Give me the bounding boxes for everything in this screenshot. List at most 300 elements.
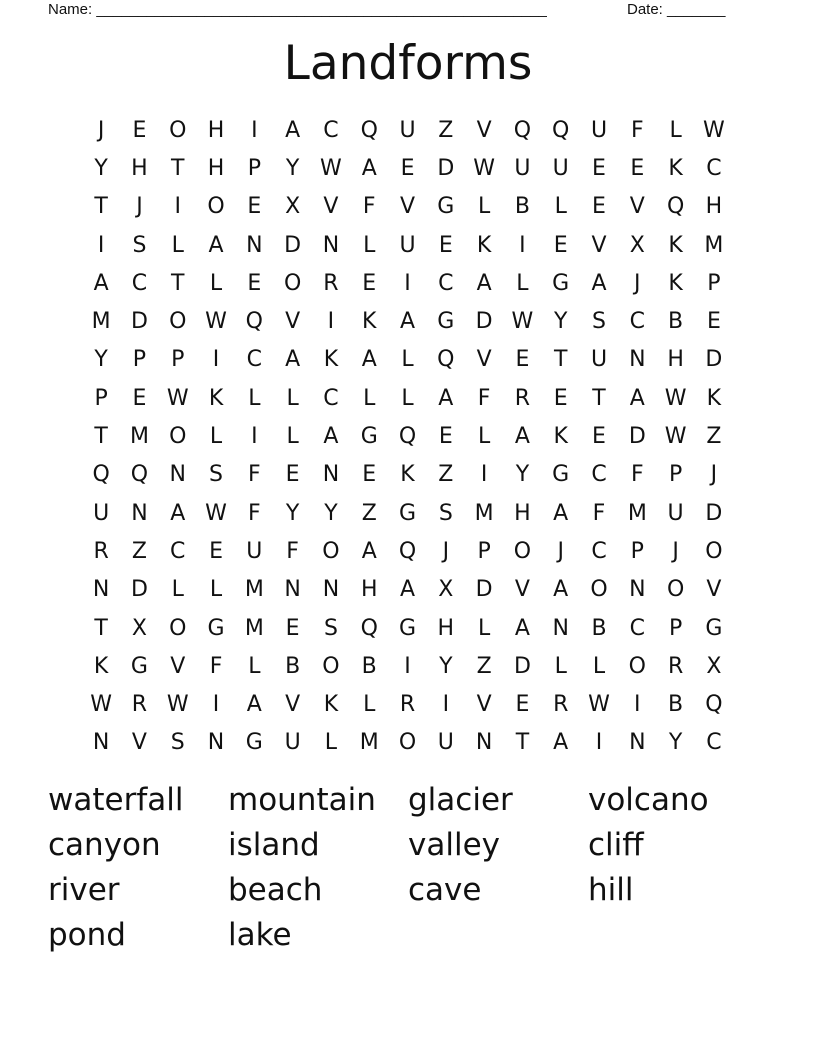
grid-letter: E xyxy=(247,270,262,296)
grid-letter: Y xyxy=(324,500,338,526)
grid-letter: G xyxy=(552,270,570,296)
grid-letter: C xyxy=(706,730,722,756)
grid-letter: A xyxy=(170,500,186,526)
grid-letter: X xyxy=(706,653,722,679)
grid-letter: W xyxy=(473,155,495,181)
grid-letter: U xyxy=(590,347,608,373)
grid-letter: N xyxy=(92,577,110,603)
grid-letter: M xyxy=(244,615,264,641)
grid-letter: X xyxy=(285,194,301,220)
grid-letter: Q xyxy=(245,309,263,335)
grid-letter: O xyxy=(590,577,608,603)
grid-letter: E xyxy=(515,692,530,718)
grid-letter: S xyxy=(323,615,338,641)
grid-letter: R xyxy=(93,538,109,564)
grid-letter: Y xyxy=(285,500,300,526)
grid-letter: N xyxy=(322,232,340,258)
grid-letter: A xyxy=(208,232,224,258)
grid-letter: G xyxy=(552,462,570,488)
grid-letter: J xyxy=(634,270,641,296)
grid-letter: G xyxy=(437,194,455,220)
grid-letter: O xyxy=(169,615,187,641)
grid-letter: V xyxy=(706,577,722,603)
grid-letter: L xyxy=(248,385,261,411)
grid-letter: P xyxy=(707,270,721,296)
grid-letter: H xyxy=(437,615,455,641)
grid-letter: Q xyxy=(398,538,417,564)
grid-letter: E xyxy=(132,117,147,143)
grid-letter: W xyxy=(664,385,687,411)
date-field: Date: _______ xyxy=(627,1,726,18)
grid-letter: A xyxy=(361,538,377,564)
word-bank-item: canyon xyxy=(48,827,161,863)
grid-letter: A xyxy=(246,692,262,718)
grid-letter: I xyxy=(595,730,603,756)
grid-letter: B xyxy=(668,309,684,335)
grid-letter: F xyxy=(362,194,376,220)
grid-letter: F xyxy=(286,538,299,564)
grid-letter: Q xyxy=(398,424,417,450)
grid-letter: U xyxy=(552,155,569,181)
grid-letter: D xyxy=(475,577,493,603)
word-bank-item: glacier xyxy=(408,782,513,818)
grid-letter: A xyxy=(553,730,569,756)
grid-letter: D xyxy=(437,155,455,181)
grid-letter: E xyxy=(362,462,377,488)
grid-letter: L xyxy=(209,424,223,450)
grid-letter: S xyxy=(438,500,453,526)
grid-letter: M xyxy=(704,232,724,258)
grid-letter: G xyxy=(398,500,417,526)
grid-letter: Z xyxy=(476,653,492,679)
grid-letter: R xyxy=(667,653,684,679)
grid-letter: M xyxy=(129,424,149,450)
grid-letter: K xyxy=(208,385,224,411)
grid-letter: P xyxy=(132,347,147,373)
grid-letter: O xyxy=(169,309,187,335)
grid-letter: G xyxy=(130,653,148,679)
grid-letter: F xyxy=(209,653,223,679)
grid-letter: E xyxy=(706,309,721,335)
grid-letter: U xyxy=(514,155,531,181)
grid-letter: U xyxy=(93,500,110,526)
grid-letter: R xyxy=(553,692,569,718)
grid-letter: M xyxy=(359,730,379,756)
grid-letter: A xyxy=(323,424,339,450)
grid-letter: N xyxy=(475,730,493,756)
grid-letter: N xyxy=(629,347,646,373)
grid-letter: I xyxy=(251,424,258,450)
word-bank xyxy=(48,778,768,958)
grid-letter: T xyxy=(553,347,568,373)
grid-letter: B xyxy=(668,692,684,718)
grid-letter: L xyxy=(554,194,567,220)
grid-letter: A xyxy=(629,385,645,411)
grid-letter: C xyxy=(591,462,607,488)
grid-letter: E xyxy=(630,155,645,181)
grid-letter: L xyxy=(286,424,299,450)
grid-letter: I xyxy=(212,692,220,718)
grid-letter: L xyxy=(477,194,491,220)
grid-letter: H xyxy=(667,347,684,373)
grid-letter: I xyxy=(519,232,526,258)
grid-letter: H xyxy=(207,155,225,181)
grid-letter: C xyxy=(170,538,186,564)
grid-letter: L xyxy=(171,577,184,603)
grid-letter: D xyxy=(513,653,531,679)
grid-letter: V xyxy=(285,309,301,335)
grid-letter: D xyxy=(628,424,646,450)
word-bank-item: lake xyxy=(228,917,292,953)
grid-letter: N xyxy=(629,577,646,603)
grid-letter: K xyxy=(668,155,683,181)
word-bank-item: river xyxy=(48,872,120,908)
grid-letter: A xyxy=(361,155,377,181)
letter-grid xyxy=(82,111,733,762)
grid-letter: D xyxy=(284,232,302,258)
grid-letter: G xyxy=(245,730,263,756)
grid-letter: D xyxy=(130,577,148,603)
grid-letter: U xyxy=(246,538,263,564)
grid-letter: D xyxy=(475,309,493,335)
grid-letter: E xyxy=(592,155,606,181)
grid-letter: O xyxy=(705,538,723,564)
grid-letter: Y xyxy=(439,653,453,679)
page-title: Landforms xyxy=(283,36,533,91)
grid-letter: C xyxy=(629,615,645,641)
grid-letter: E xyxy=(132,385,147,411)
grid-letter: F xyxy=(248,462,261,488)
grid-letter: N xyxy=(131,500,148,526)
grid-letter: O xyxy=(169,424,187,450)
grid-letter: Q xyxy=(552,117,570,143)
grid-letter: W xyxy=(703,117,725,143)
grid-letter: N xyxy=(552,615,569,641)
grid-letter: J xyxy=(672,538,679,564)
grid-letter: Q xyxy=(666,194,685,220)
grid-letter: D xyxy=(130,309,148,335)
grid-letter: A xyxy=(361,347,377,373)
grid-letter: U xyxy=(399,117,416,143)
grid-letter: P xyxy=(94,385,108,411)
grid-letter: V xyxy=(591,232,607,258)
grid-letter: V xyxy=(399,194,416,220)
grid-letter: F xyxy=(592,500,606,526)
grid-letter: J xyxy=(442,538,450,564)
grid-letter: A xyxy=(285,117,301,143)
grid-letter: E xyxy=(285,462,300,488)
grid-letter: E xyxy=(592,194,606,220)
grid-letter: C xyxy=(438,270,454,296)
grid-letter: L xyxy=(286,385,299,411)
word-bank-item: mountain xyxy=(228,782,376,818)
grid-letter: Q xyxy=(705,692,723,718)
word-bank-item: hill xyxy=(588,872,634,908)
grid-letter: L xyxy=(363,692,376,718)
grid-letter: K xyxy=(706,385,722,411)
grid-letter: N xyxy=(92,730,110,756)
grid-letter: U xyxy=(667,500,684,526)
grid-letter: K xyxy=(668,270,683,296)
grid-letter: U xyxy=(399,232,416,258)
word-bank-item: pond xyxy=(48,917,126,953)
grid-letter: A xyxy=(93,270,109,296)
grid-letter: B xyxy=(285,653,301,679)
grid-letter: N xyxy=(629,730,646,756)
grid-letter: G xyxy=(437,309,455,335)
grid-letter: L xyxy=(209,577,223,603)
grid-letter: L xyxy=(363,385,376,411)
grid-letter: R xyxy=(514,385,531,411)
grid-letter: A xyxy=(514,615,530,641)
grid-letter: T xyxy=(94,424,108,450)
grid-letter: Z xyxy=(706,424,722,450)
grid-letter: V xyxy=(323,194,339,220)
grid-letter: O xyxy=(628,653,646,679)
grid-letter: O xyxy=(207,194,225,220)
grid-letter: W xyxy=(205,309,227,335)
grid-letter: R xyxy=(399,692,416,718)
grid-letter: V xyxy=(476,692,492,718)
grid-letter: H xyxy=(131,155,148,181)
grid-letter: U xyxy=(284,730,301,756)
grid-letter: E xyxy=(285,615,300,641)
grid-letter: B xyxy=(591,615,607,641)
grid-letter: X xyxy=(438,577,454,603)
grid-letter: E xyxy=(247,194,262,220)
grid-letter: E xyxy=(209,538,223,564)
grid-letter: M xyxy=(474,500,494,526)
grid-letter: S xyxy=(592,309,606,335)
grid-letter: C xyxy=(629,309,645,335)
grid-letter: Y xyxy=(94,155,108,181)
grid-letter: T xyxy=(171,155,185,181)
grid-letter: N xyxy=(322,577,340,603)
grid-letter: F xyxy=(477,385,491,411)
grid-letter: Y xyxy=(668,730,683,756)
grid-letter: A xyxy=(399,309,416,335)
word-bank-item: cave xyxy=(408,872,482,908)
grid-letter: O xyxy=(322,538,340,564)
grid-letter: Z xyxy=(438,117,454,143)
grid-letter: W xyxy=(664,424,687,450)
word-bank-item: valley xyxy=(408,827,500,863)
grid-letter: I xyxy=(327,309,335,335)
grid-letter: G xyxy=(705,615,723,641)
grid-letter: L xyxy=(592,653,606,679)
grid-letter: E xyxy=(362,270,377,296)
word-bank-item: cliff xyxy=(588,827,644,863)
grid-letter: S xyxy=(132,232,147,258)
grid-letter: O xyxy=(513,538,532,564)
grid-letter: S xyxy=(170,730,185,756)
grid-letter: I xyxy=(442,692,450,718)
grid-letter: L xyxy=(171,232,184,258)
grid-letter: E xyxy=(515,347,530,373)
grid-letter: K xyxy=(668,232,683,258)
grid-letter: E xyxy=(438,232,453,258)
grid-letter: Q xyxy=(92,462,110,488)
grid-letter: Y xyxy=(285,155,300,181)
grid-letter: J xyxy=(557,538,564,564)
grid-letter: E xyxy=(553,385,568,411)
grid-letter: B xyxy=(514,194,530,220)
word-bank-item: volcano xyxy=(588,782,709,818)
grid-letter: V xyxy=(476,117,492,143)
grid-letter: L xyxy=(401,385,414,411)
grid-letter: W xyxy=(511,309,534,335)
grid-letter: L xyxy=(669,117,682,143)
name-field: Name: ______________________________________________________ xyxy=(48,1,547,18)
grid-letter: Z xyxy=(131,538,147,564)
grid-letter: L xyxy=(554,653,567,679)
grid-letter: X xyxy=(131,615,147,641)
grid-letter: J xyxy=(710,462,718,488)
grid-letter: K xyxy=(93,653,109,679)
grid-letter: Y xyxy=(553,309,568,335)
grid-letter: A xyxy=(285,347,301,373)
grid-letter: N xyxy=(246,232,263,258)
grid-letter: J xyxy=(136,194,143,220)
grid-letter: O xyxy=(169,117,187,143)
grid-letter: R xyxy=(131,692,148,718)
grid-letter: F xyxy=(630,462,644,488)
grid-letter: P xyxy=(630,538,644,564)
word-bank-item: island xyxy=(228,827,320,863)
grid-letter: U xyxy=(437,730,454,756)
grid-letter: D xyxy=(705,500,723,526)
grid-letter: N xyxy=(284,577,301,603)
grid-letter: T xyxy=(94,615,108,641)
grid-letter: M xyxy=(91,309,111,335)
grid-letter: P xyxy=(171,347,185,373)
grid-letter: I xyxy=(404,270,411,296)
grid-letter: N xyxy=(322,462,340,488)
grid-letter: G xyxy=(360,424,378,450)
grid-letter: K xyxy=(323,347,339,373)
grid-letter: E xyxy=(438,424,453,450)
grid-letter: F xyxy=(630,117,644,143)
grid-letter: A xyxy=(553,577,569,603)
grid-letter: V xyxy=(131,730,147,756)
grid-letter: C xyxy=(591,538,607,564)
grid-letter: Q xyxy=(130,462,149,488)
grid-letter: W xyxy=(320,155,342,181)
grid-letter: K xyxy=(476,232,492,258)
grid-letter: L xyxy=(324,730,338,756)
grid-letter: W xyxy=(166,692,189,718)
grid-letter: A xyxy=(514,424,530,450)
grid-letter: L xyxy=(401,347,414,373)
grid-letter: W xyxy=(166,385,189,411)
grid-letter: C xyxy=(131,270,148,296)
grid-letter: E xyxy=(400,155,415,181)
grid-letter: G xyxy=(398,615,417,641)
grid-letter: H xyxy=(514,500,531,526)
grid-letter: V xyxy=(514,577,530,603)
grid-letter: L xyxy=(477,424,491,450)
grid-letter: C xyxy=(323,385,339,411)
grid-letter: H xyxy=(360,577,378,603)
grid-letter: P xyxy=(477,538,491,564)
grid-letter: T xyxy=(515,730,530,756)
grid-letter: L xyxy=(363,232,376,258)
grid-letter: W xyxy=(205,500,227,526)
grid-letter: B xyxy=(361,653,377,679)
grid-letter: Q xyxy=(437,347,455,373)
grid-letter: I xyxy=(174,194,181,220)
grid-letter: A xyxy=(591,270,607,296)
header-fields xyxy=(48,0,748,20)
grid-letter: G xyxy=(207,615,225,641)
grid-letter: R xyxy=(323,270,339,296)
grid-letter: C xyxy=(246,347,263,373)
grid-letter: L xyxy=(209,270,223,296)
grid-letter: F xyxy=(248,500,261,526)
grid-letter: T xyxy=(171,270,185,296)
grid-letter: P xyxy=(247,155,261,181)
grid-letter: S xyxy=(209,462,224,488)
grid-letter: U xyxy=(590,117,608,143)
grid-letter: A xyxy=(553,500,569,526)
grid-letter: I xyxy=(404,653,411,679)
grid-letter: M xyxy=(244,577,264,603)
word-bank-item: beach xyxy=(228,872,323,908)
grid-letter: P xyxy=(668,615,683,641)
grid-letter: K xyxy=(323,692,339,718)
grid-letter: O xyxy=(322,653,340,679)
grid-letter: K xyxy=(553,424,568,450)
grid-letter: O xyxy=(398,730,417,756)
grid-letter: K xyxy=(362,309,377,335)
grid-letter: E xyxy=(553,232,568,258)
grid-letter: Z xyxy=(438,462,454,488)
grid-letter: D xyxy=(705,347,723,373)
grid-letter: X xyxy=(629,232,645,258)
grid-letter: Q xyxy=(360,117,378,143)
grid-letter: C xyxy=(706,155,722,181)
grid-letter: A xyxy=(476,270,492,296)
grid-letter: L xyxy=(477,615,491,641)
grid-letter: N xyxy=(207,730,225,756)
grid-letter: H xyxy=(207,117,225,143)
grid-letter: V xyxy=(170,653,186,679)
grid-letter: Y xyxy=(515,462,530,488)
grid-letter: I xyxy=(634,692,641,718)
grid-letter: Z xyxy=(361,500,377,526)
grid-letter: W xyxy=(588,692,610,718)
grid-letter: I xyxy=(251,117,258,143)
grid-letter: T xyxy=(592,385,606,411)
grid-letter: O xyxy=(283,270,302,296)
grid-letter: P xyxy=(668,462,683,488)
grid-letter: L xyxy=(248,653,261,679)
grid-letter: L xyxy=(516,270,529,296)
grid-letter: A xyxy=(399,577,416,603)
grid-letter: W xyxy=(90,692,113,718)
grid-letter: V xyxy=(476,347,492,373)
grid-letter: N xyxy=(169,462,186,488)
grid-letter: V xyxy=(629,194,645,220)
grid-letter: K xyxy=(400,462,415,488)
grid-letter: I xyxy=(97,232,105,258)
grid-letter: C xyxy=(323,117,339,143)
grid-letter: H xyxy=(705,194,723,220)
grid-letter: I xyxy=(212,347,220,373)
grid-letter: E xyxy=(592,424,606,450)
grid-letter: Q xyxy=(513,117,532,143)
grid-letter: T xyxy=(94,194,108,220)
